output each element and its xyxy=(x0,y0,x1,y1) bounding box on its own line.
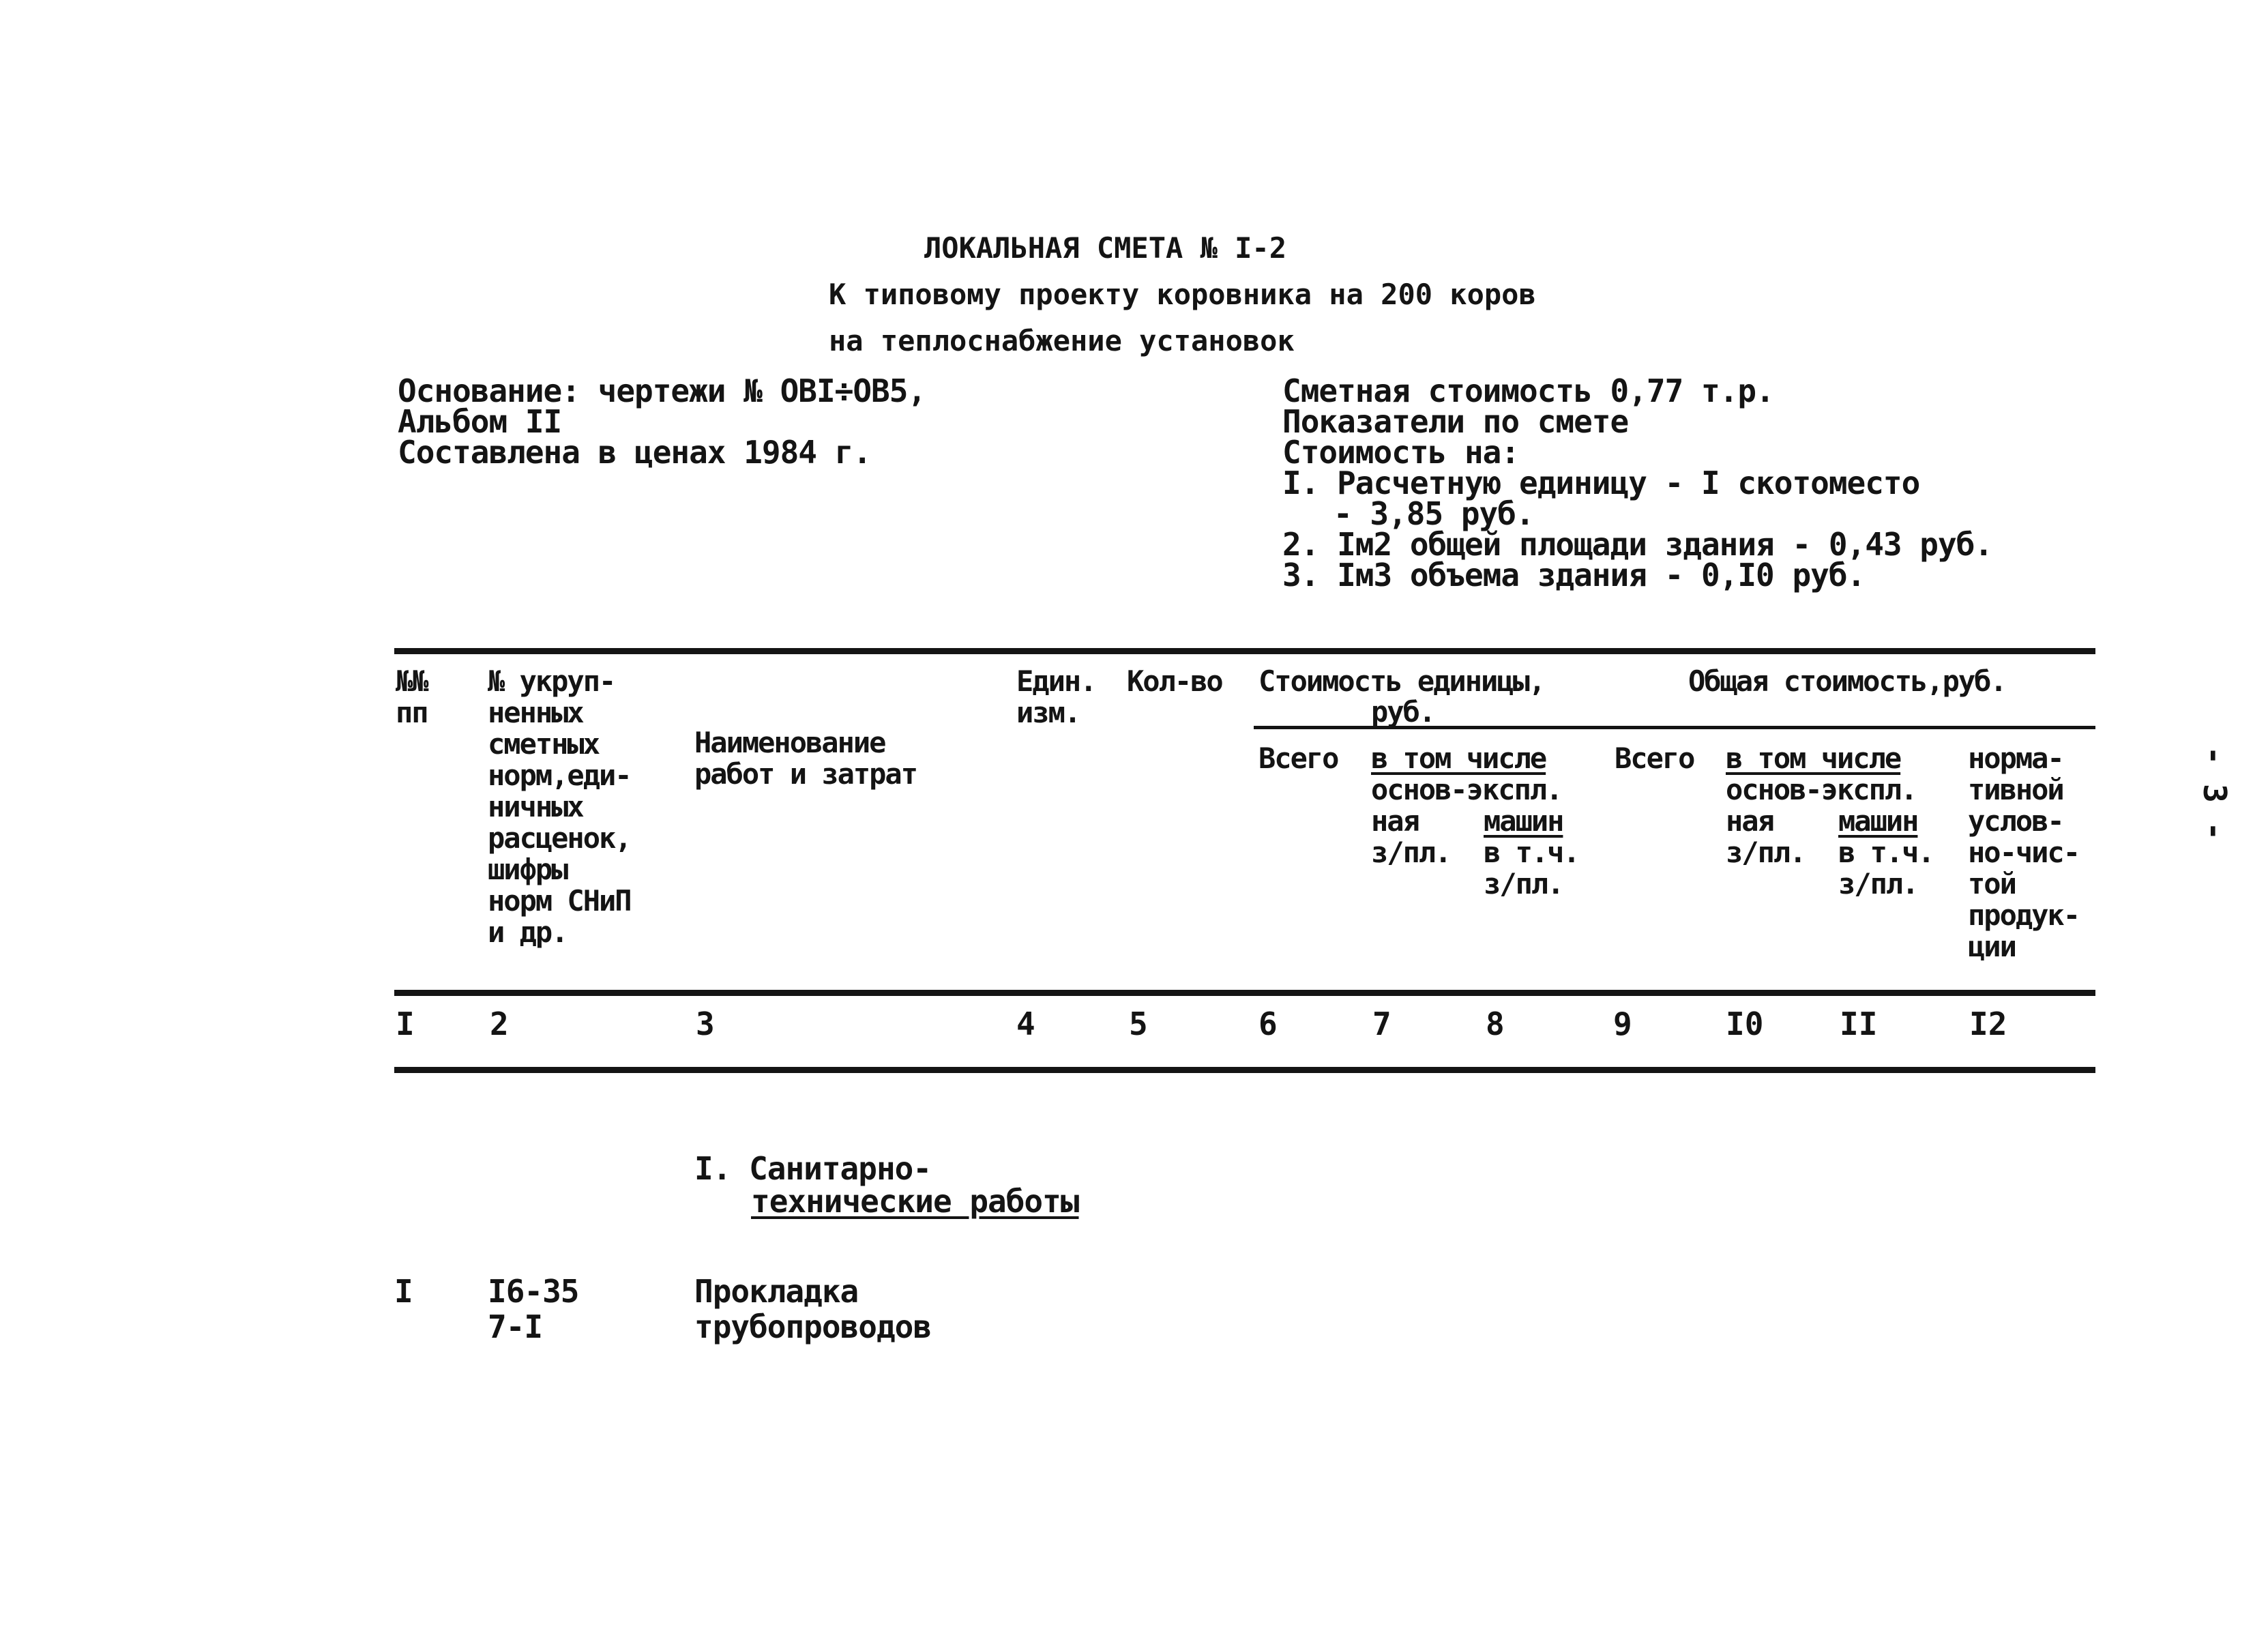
header-total-basic-wage: ная з/пл. xyxy=(1726,804,1806,869)
header-unit-total: Всего xyxy=(1258,742,1338,775)
section-title-2: технические работы xyxy=(751,1183,1079,1220)
cost-per-m3: 3. Iм3 объема здания - 0,I0 руб. xyxy=(1282,557,1866,593)
column-number: 3 xyxy=(696,1006,715,1042)
column-number: 7 xyxy=(1372,1006,1391,1042)
header-unit-cost-rub: руб. xyxy=(1371,695,1435,729)
row-number: I xyxy=(394,1273,413,1310)
numbers-bottom-rule xyxy=(394,1067,2095,1073)
basis-line: Основание: чертежи № ОВI÷ОВ5, xyxy=(398,372,926,409)
row-work-name-2: трубопроводов xyxy=(694,1308,932,1345)
prices-line: Составлена в ценах 1984 г. xyxy=(398,434,872,471)
header-total-basic-operating: основ-экспл. xyxy=(1726,773,1917,806)
header-unit-cost: Стоимость единицы, xyxy=(1258,664,1545,698)
header-total-cost: Общая стоимость,руб. xyxy=(1688,664,2006,698)
cost-per-m2: 2. Iм2 общей площади здания - 0,43 руб. xyxy=(1282,526,1993,563)
page-number: - 3 - xyxy=(2196,746,2234,841)
header-normative-output: норма- тивной услов- но-чис- той продук- ции xyxy=(1968,742,2080,963)
project-subtitle-2: на теплоснабжение установок xyxy=(829,324,1295,357)
column-number: II xyxy=(1840,1006,1878,1042)
estimated-cost: Сметная стоимость 0,77 т.р. xyxy=(1282,372,1774,409)
project-subtitle: К типовому проекту коровника на 200 коров xyxy=(829,278,1536,311)
header-total-incl: в том числе xyxy=(1726,742,1901,775)
row-norm-code-2: 7-I xyxy=(488,1308,543,1345)
table-top-rule xyxy=(394,648,2095,654)
header-total-machines: машин xyxy=(1838,804,1918,838)
indicators-heading: Показатели по смете xyxy=(1282,403,1629,440)
header-total-total: Всего xyxy=(1615,742,1694,775)
header-bottom-rule xyxy=(394,990,2095,996)
header-unit-incl-wage: в т.ч. з/пл. xyxy=(1484,836,1579,900)
header-unit-basic-operating: основ-экспл. xyxy=(1371,773,1562,806)
header-unit-machines: машин xyxy=(1484,804,1563,838)
column-number: I0 xyxy=(1726,1006,1764,1042)
column-number: 4 xyxy=(1016,1006,1035,1042)
header-unit: Един. изм. xyxy=(1016,664,1096,729)
header-unit-basic-wage: ная з/пл. xyxy=(1371,804,1451,869)
column-number: 5 xyxy=(1129,1006,1148,1042)
cost-per-unit: I. Расчетную единицу - I скотоместо xyxy=(1282,465,1920,501)
header-row-number: №№ пп xyxy=(396,664,428,729)
header-unit-incl: в том числе xyxy=(1371,742,1546,775)
column-number: 9 xyxy=(1613,1006,1632,1042)
album-line: Альбом II xyxy=(398,403,562,440)
header-work-name: Наименование работ и затрат xyxy=(694,726,917,791)
column-number: I xyxy=(396,1006,415,1042)
column-number: 8 xyxy=(1486,1006,1505,1042)
row-norm-code: I6-35 xyxy=(488,1273,579,1310)
header-total-incl-wage: в т.ч. з/пл. xyxy=(1838,836,1934,900)
estimate-title: ЛОКАЛЬНАЯ СМЕТА № I-2 xyxy=(924,231,1287,265)
cost-per-heading: Стоимость на: xyxy=(1282,434,1520,471)
header-norm-code: № укруп- ненных сметных норм,еди- ничных расценок, шифры норм СНиП и др. xyxy=(488,664,631,949)
cost-per-unit-value: - 3,85 руб. xyxy=(1334,495,1534,532)
section-title: I. Санитарно- xyxy=(694,1150,932,1187)
column-number: 2 xyxy=(490,1006,509,1042)
column-number: I2 xyxy=(1969,1006,2007,1042)
row-work-name: Прокладка xyxy=(694,1273,859,1310)
header-quantity: Кол-во xyxy=(1127,664,1222,698)
column-number: 6 xyxy=(1258,1006,1278,1042)
